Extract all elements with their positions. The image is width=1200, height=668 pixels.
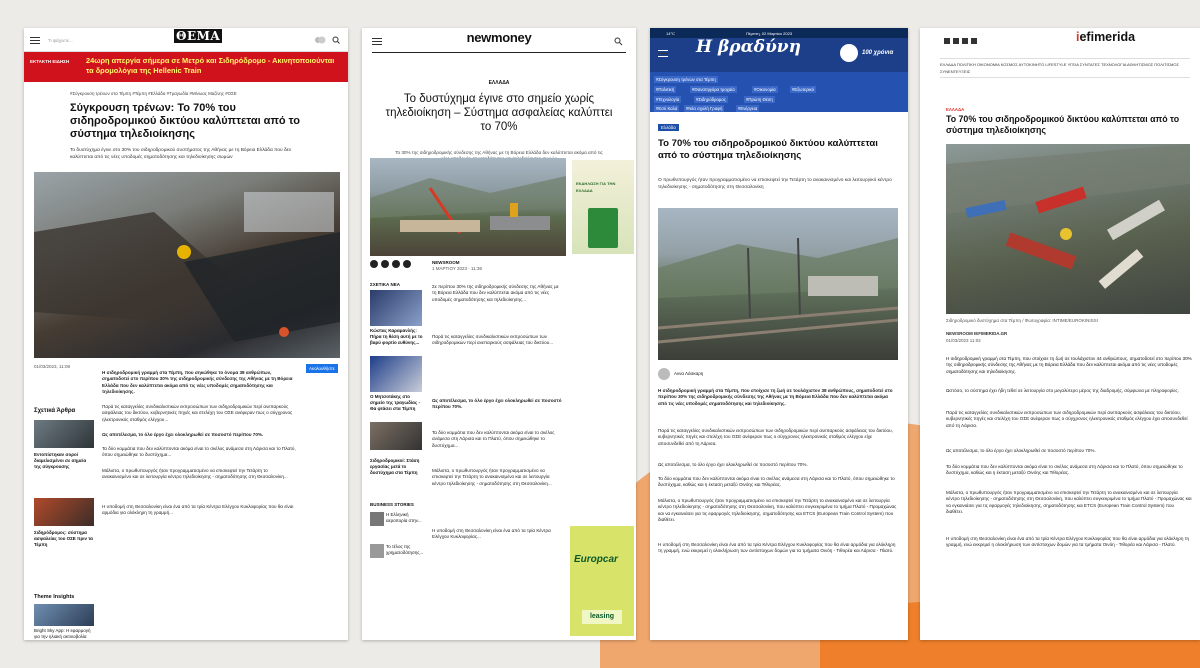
related-thumb[interactable] [370,356,422,392]
article-author[interactable]: NEWSROOM [432,260,460,265]
article-paragraph: Σε περίπου 30% της σιδηροδρομικής σύνδεσης της Αθήνας με τη Βόρεια Ελλάδα που δεν καλύπτεται ακόμα από τις νέες υποδομές σηματοδότησης και τηλεδιοίκησης... [432,284,559,302]
article-author[interactable]: NEWSROOM IEFIMERIDA.GR [946,331,1008,336]
article-paragraph: Τα δύο κομμάτια που δεν καλύπτονται ακόμα είναι το σκέλος ανάμεσα στη Λάρισα και το Πλατύ, όπου σημειώθηκε το δυστύχημα... [432,430,555,448]
hero-photo [946,144,1190,314]
article-date: 1 ΜΑΡΤΙΟΥ 2023 - 11:36 [432,266,482,271]
article-author[interactable]: Αννα Λάσκαρη [674,371,704,376]
article-paragraph: Μάλιστα, ο πρωθυπουργός ήταν προγραμματισμένο να επισκεφτεί την Τετάρτη το ανακαινισμένο και σε λειτουργία κέντρο τηλεδιοίκησης - σηματοδότησης στη Θεσσαλονίκη, που καλύπτει συγκεκριμένα το τμήμα Πλατύ - Προμαχώνας και να εγκαινιάσει για τις εφαρμογές τηλεδιοίκησης, σηματοδότησης και ETCS (European Train Control System) που διαθέτει. [946,490,1192,515]
section-label[interactable]: ΕΛΛΑΔΑ [488,80,510,86]
related-thumb[interactable] [370,290,422,326]
article-lead: Το δυστύχημα έγινε στο 30% του σιδηροδρομικού συστήματος της Αθήνας με τη Βόρεια Ελλάδα που δεν καλύπτεται από τις νέες υποδομές σηματοδότησης και τηλεδιοίκησης σωμών [70,148,292,160]
business-stories-title: BUSINESS STORIES [370,502,414,507]
article-paragraph: Μάλιστα, ο πρωθυπουργός ήταν προγραμματισμένο να επισκεφτεί την Τετάρτη το ανακαινισμένο και σε λειτουργία κέντρο τηλεδιοίκησης - σηματοδότησης στη Θεσσαλονίκη, που καλύπτει συγκεκριμένα το τμήμα Πλατύ - Προμαχώνας και να εγκαινιάσει για τις εφαρμογές τηλεδιοίκησης, σηματοδότησης και ETCS (European Train Control System) που διαθέτει. [658,498,897,523]
twitter-icon[interactable] [953,38,959,44]
article-paragraph: Παρά τις καταγγελίες συνδικαλιστικών εκπροσώπων των σιδηροδρομικών περί ανεπαρκούς ασφάλειας του δικτύου... [432,334,554,346]
screenshot-newmoney [362,28,636,640]
author-avatar [658,368,670,380]
nav-chip[interactable]: #Σιδηρόδρομος [696,97,726,102]
hashtag-nav [650,72,908,112]
article-title: Σύγκρουση τρένων: Το 70% του σιδηροδρομικού δικτύου καλύπτεται από το σύστημα τηλεδιοίκησης [70,102,300,140]
instagram-icon[interactable] [962,38,968,44]
logo-text: ΘΕΜΑ [176,29,221,43]
rescue-scene-illustration [370,158,566,256]
nav-chip[interactable]: #Εσύ Καλά [656,106,678,111]
weather-icon [314,35,326,44]
article-paragraph: Ως αποτέλεσμα, το όλο έργο έχει ολοκληρωθεί σε ποσοστό περίπου 70%. [432,398,562,410]
site-logo[interactable] [1076,30,1136,44]
logo-rest: efimerida [1079,30,1136,44]
nav-chip[interactable]: #Θανατηφόρα τροχαία [692,87,735,92]
nav-chip[interactable]: #Τεχνολογία [656,97,680,102]
screenshot-vradyni [650,28,908,640]
facebook-icon[interactable] [370,260,378,268]
category-badge[interactable]: Ελλάδα [658,124,679,131]
theme-insights-title: Theme Insights [34,594,75,600]
article-lead: Το 30% της σιδηροδρομικής σύνδεσης της Αθήνας με τη Βόρεια Ελλάδα δεν καλύπτεται ακόμα από τις [395,150,603,155]
current-date: Πέμπτη, 02 Μαρτίου 2023 [746,31,793,36]
category-label[interactable]: ΕΛΛΑΔΑ [946,107,965,112]
nav-chip[interactable]: #Οικονομία [754,87,776,92]
logo-i: i [1076,30,1080,44]
advertisement[interactable] [572,160,634,254]
site-logo[interactable]: newmoney [466,30,532,45]
breaking-label: ΕΚΤΑΚΤΗ ΕΙΔΗΣΗ [30,59,70,64]
hero-photo [370,158,566,256]
insight-thumb[interactable] [34,604,94,626]
related-item[interactable]: Ο Μητσοτάκης στο σημείο της τραγωδίας - Θα φτάσει στα Τέμπη [370,394,421,411]
article-body-lead: Η σιδηροδρομική γραμμή στα Τέμπη, που στοίχισε τη ζωή σε τουλάχιστον 44 ανθρώπους, σηματοδοτεί στο περίπου 30% της σιδηροδρομικής σύνδεσης της Αθήνας με τη Βόρεια Ελλάδα που δεν καλύπτεται ακόμα από τις νέες υποδομές σηματοδότησης και τηλεδιοίκησης. [946,356,1192,374]
tag-list[interactable]: #Σύγκρουση τρένων στα Τέμπη #Τέμπη #Ελλάδα #Τραγωδία #Μίνωας Μαζίνης #ΟΣΕ [70,91,237,96]
related-articles-title: Σχετικά Άρθρα [34,408,76,414]
nav-chip[interactable]: #Πολιτική [656,87,675,92]
article-paragraph: Ως αποτέλεσμα, το όλο έργο έχει ολοκληρωθεί σε ποσοστό περίπου 70%. [102,432,264,437]
header-divider [372,52,626,53]
article-paragraph: Η υποδομή στη Θεσσαλονίκη είναι ένα από τα τρία Κέντρα Ελέγχου Κυκλοφορίας που θα είναι αρμόδια για ολόκληρη τη γραμμή, ενώ εκκρεμεί η ολοκλήρωση των αντίστοιχων δομών για τα τμήματα Οινόη - Τιθορέα και Λάρισα - Πλατύ. [946,536,1190,548]
related-item[interactable]: Κώστας Καραμανλής: Πήρα τη θέση αυτή με το βαρύ φορτίο ευθύνης... [370,328,423,345]
article-title: Το δυστύχημα έγινε στο σημείο χωρίς τηλεδιοίκηση – Σύστημα ασφαλείας καλύπτει το 70% [385,93,613,133]
breaking-headline[interactable]: 24ωρη απεργία σήμερα σε Μετρό και Σιδηρόδρομο - Ακινητοποιούνται τα δρομολόγια της Hellenic Train [86,56,335,75]
related-thumb[interactable] [34,498,94,526]
screenshot-protothema [24,28,348,640]
menu-icon[interactable] [658,50,668,57]
hero-photo [34,172,340,358]
screenshot-iefimerida [920,28,1200,640]
article-lead: Ο πρωθυπουργός ήταν προγραμματισμένο να επισκεφτεί την Τετάρτη το ανακαινισμένο και λειτουργικό κέντρο τηλεδιοίκησης - σηματοδότησης στη Θεσσαλονίκη [658,178,892,190]
europcar-ad[interactable] [570,526,634,636]
social-bar [944,38,977,44]
article-body-lead: Η σιδηροδρομική γραμμή στα Τέμπη, που στοίχισε τη ζωή σε τουλάχιστον 38 ανθρώπους, σηματοδοτεί στο περίπου 30% της σιδηροδρομικής σύνδεσης της Αθήνας με τη Βόρεια Ελλάδα που δεν καλύπτεται ακόμα από τις νέες υποδομές σηματοδότησης και τηλεδιοίκησης. [658,388,893,406]
youtube-icon[interactable] [971,38,977,44]
article-paragraph: Μάλιστα, ο πρωθυπουργός ήταν προγραμματισμένο να επισκεφτεί την Τετάρτη το ανακαινισμένο και σε λειτουργία κέντρο τηλεδιοίκησης - σηματοδότησης στη Θεσσαλονίκη... [432,468,552,486]
nav-chip[interactable]: #Νέα σχολή Γραφή [686,106,723,111]
related-item[interactable]: Σιδηρόδρομος: σύστημα ασφαλείας του ΟΣΕ πριν τα Τέμπη [34,530,93,547]
article-paragraph: Τα δύο κομμάτια που δεν καλύπτονται ακόμα είναι το σκέλος ανάμεσα στη Λάρισα και το Πλατύ, όπου σημειώθηκε το δυστύχημα... [102,446,296,458]
article-paragraph: Η υποδομή στη Θεσσαλονίκη είναι ένα από τα τρία Κέντρα Ελέγχου Κυκλοφορίας που θα είναι αρμόδια για ολόκληρη τη γραμμή, ενώ εκκρεμεί η ολοκλήρωση των αντίστοιχων δομών για τα τμήματα Οινόη - Τιθορέα και Λάρισα - Πλατύ. [658,542,896,554]
article-date: 01/03/2023, 11:08 [34,364,70,369]
anniversary-label: 100 χρόνια [862,50,894,56]
article-paragraph: Παρά τις καταγγελίες συνδικαλιστικών εκπροσώπων των σιδηροδρομικών περί ανεπαρκούς ασφάλειας του δικτύου, κυβερνητικές πηγές και στελέχη του ΟΣΕ ανέφεραν πως ο σύγχρονος ηλεκτρονικός σταθμός ελέγχου είχε αποσυνδεθεί από τη Λάρισα. [658,428,893,446]
related-thumb[interactable] [370,422,422,450]
article-paragraph: Παρά τις καταγγελίες συνδικαλιστικών εκπροσώπων των σιδηροδρομικών περί ανεπαρκούς ασφάλειας του δικτύου, κυβερνητικές πηγές και στελέχη του ΟΣΕ ανέφεραν πως ο σύγχρονος ηλεκτρονικός σταθμός ελέγχου... [102,404,293,422]
photo-caption: Σιδηροδρομικό δυστύχημα στα Τέμπη / Φωτογραφία: INTIME/EUROKINISSI [946,318,1098,323]
business-thumb[interactable] [370,544,384,558]
nav-chip[interactable]: #Ενέργεια [738,106,758,111]
site-header [650,38,908,72]
twitter-icon[interactable] [381,260,389,268]
article-paragraph: Ωστόσο, το σύστημα έχει ήδη τεθεί σε λειτουργία στο μεγαλύτερο μέρος της διαδρομής, σύμφωνα με πληροφορίες. [946,388,1179,393]
main-nav[interactable]: ΕΛΛΑΔΑ ΠΟΛΙΤΙΚΗ ΟΙΚΟΝΟΜΙΑ ΚΟΣΜΟΣ ΑΥΤΟΚΙΝΗΤΟ LIFESTYLE ΥΓΕΙΑ ΣΥΝΤΑΓΕΣ ΤΕΧΝΟΛΟΓΙΑ ΑΘΛΗΤΙΣΜΟΣ ΠΟΛΙΤΙΣΜΟΣ ΣΥΝΕΝΤΕΥΞΕΙΣ [940,58,1190,78]
ad-brand: Europcar [574,554,618,565]
insight-item[interactable]: Bright Sky App: Η εφαρμογή για την ηλιακή ακτινοβολία [34,628,91,639]
railway-scene-illustration [658,208,898,360]
ad-headline: ΕΚΔΗΛΩΣΗ ΓΙΑ ΤΗΝ ΕΛΛΑΔΑ [576,181,616,193]
weather-readout: 14°C [666,31,675,36]
aerial-wreck-illustration [946,144,1190,314]
site-logo[interactable]: Η βραδύνη [696,37,801,57]
anniversary-badge-icon [840,44,858,62]
email-icon[interactable] [392,260,400,268]
search-input[interactable]: Τι ψάχνετε... [48,38,73,43]
hero-photo [658,208,898,360]
related-thumb[interactable] [34,420,94,448]
site-header [24,28,348,52]
article-title: Το 70% του σιδηροδρομικού δικτύου καλύπτεται από το σύστημα τηλεδιοίκησης [658,138,878,161]
share-bar [370,260,411,268]
follow-button[interactable]: Ακολουθήστε [306,364,338,373]
breaking-news-banner[interactable] [24,52,348,82]
business-item[interactable]: Το τέλος της χρηματοδότησης... [386,544,424,555]
related-item[interactable]: Σιδηροδρομικοί: Στάση εργασίας μετά το δυστύχημα στα Τέμπη [370,458,420,475]
nav-chip[interactable]: #Πρώτη Θέση [746,97,773,102]
article-paragraph: Η υποδομή στη Θεσσαλονίκη είναι ένα από τα τρία Κέντρα Ελέγχου Κυκλοφορίας που θα είναι αρμόδια για ολόκληρη τη γραμμή... [102,504,294,516]
article-paragraph: Η υποδομή στη Θεσσαλονίκη είναι ένα από τα τρία Κέντρα Ελέγχου Κυκλοφορίας... [432,528,551,540]
article-paragraph: Μάλιστα, ο πρωθυπουργός ήταν προγραμματισμένο να επισκεφτεί την Τετάρτη το ανακαινισμένο και σε λειτουργία κέντρο τηλεδιοίκησης - σηματοδότησης στη Θεσσαλονίκη... [102,468,288,480]
article-paragraph: Τα δύο κομμάτια που δεν καλύπτονται ακόμα είναι το σκέλος ανάμεσα στη Λάρισα και το Πλατύ, όπου σημειώθηκε το δυστύχημα, καθώς και η έκταση μεταξύ Οινόης και Τιθορέας. [946,464,1183,476]
article-date: 01/03/2023 11:02 [946,338,981,343]
article-paragraph: Τα δύο κομμάτια που δεν καλύπτονται ακόμα είναι το σκέλος ανάμεσα στη Λάρισα και το Πλατύ, όπου σημειώθηκε το δυστύχημα, καθώς και η έκταση μεταξύ Οινόης και Τιθορέας. [658,476,895,488]
related-item[interactable]: Εντοπίστηκαν σοροί διαμελισμένοι σε σημεία της σύγκρουσης [34,452,87,469]
article-body-lead: Η σιδηροδρομική γραμμή στα Τέμπη, που σηκώθηκε το όνομα 38 ανθρώπων, σηματοδοτεί στο περίπου 30% της σιδηροδρομικής σύνδεσης της Αθήνας με τη Βόρεια Ελλάδα που δεν καλύπτεται ακόμα από τις νέες υποδομές σηματοδότησης και τηλεδιοίκησης. [102,370,293,395]
business-thumb[interactable] [370,512,384,526]
business-item[interactable]: Η Ελληνική αεροπορία στην... [386,512,422,523]
ad-product-image [588,208,618,248]
site-logo[interactable] [174,29,222,43]
train-wreck-illustration [34,172,340,358]
search-icon[interactable] [614,37,623,46]
article-title: Το 70% του σιδηροδρομικού δικτύου καλύπτεται από το σύστημα τηλεδιοίκησης [946,114,1180,135]
article-paragraph: Παρά τις καταγγελίες συνδικαλιστικών εκπροσώπων των σιδηροδρομικών περί ανεπαρκούς ασφάλειας του δικτύου, κυβερνητικές πηγές και στελέχη του ΟΣΕ ανέφεραν πως ο σύγχρονος ηλεκτρονικός σταθμός ελέγχου έχει αποσυνδεθεί από τη Λάρισα. [946,410,1188,428]
related-news-title: ΣΧΕΤΙΚΑ ΝΕΑ [370,282,400,287]
menu-icon[interactable] [30,37,40,44]
facebook-icon[interactable] [944,38,950,44]
search-icon[interactable] [332,36,340,44]
ad-cta[interactable]: leasing [582,610,622,624]
nav-chip[interactable]: #Σύγκρουση τρένων στα Τέμπη [656,77,716,82]
link-icon[interactable] [403,260,411,268]
article-paragraph: Ως αποτέλεσμα, το όλο έργο έχει ολοκληρωθεί σε ποσοστό περίπου 70%. [658,462,808,467]
article-paragraph: Ως αποτέλεσμα, το όλο έργο έχει ολοκληρωθεί σε ποσοστό περίπου 70%. [946,448,1096,453]
nav-chip[interactable]: #Εξωτερικό [792,87,814,92]
